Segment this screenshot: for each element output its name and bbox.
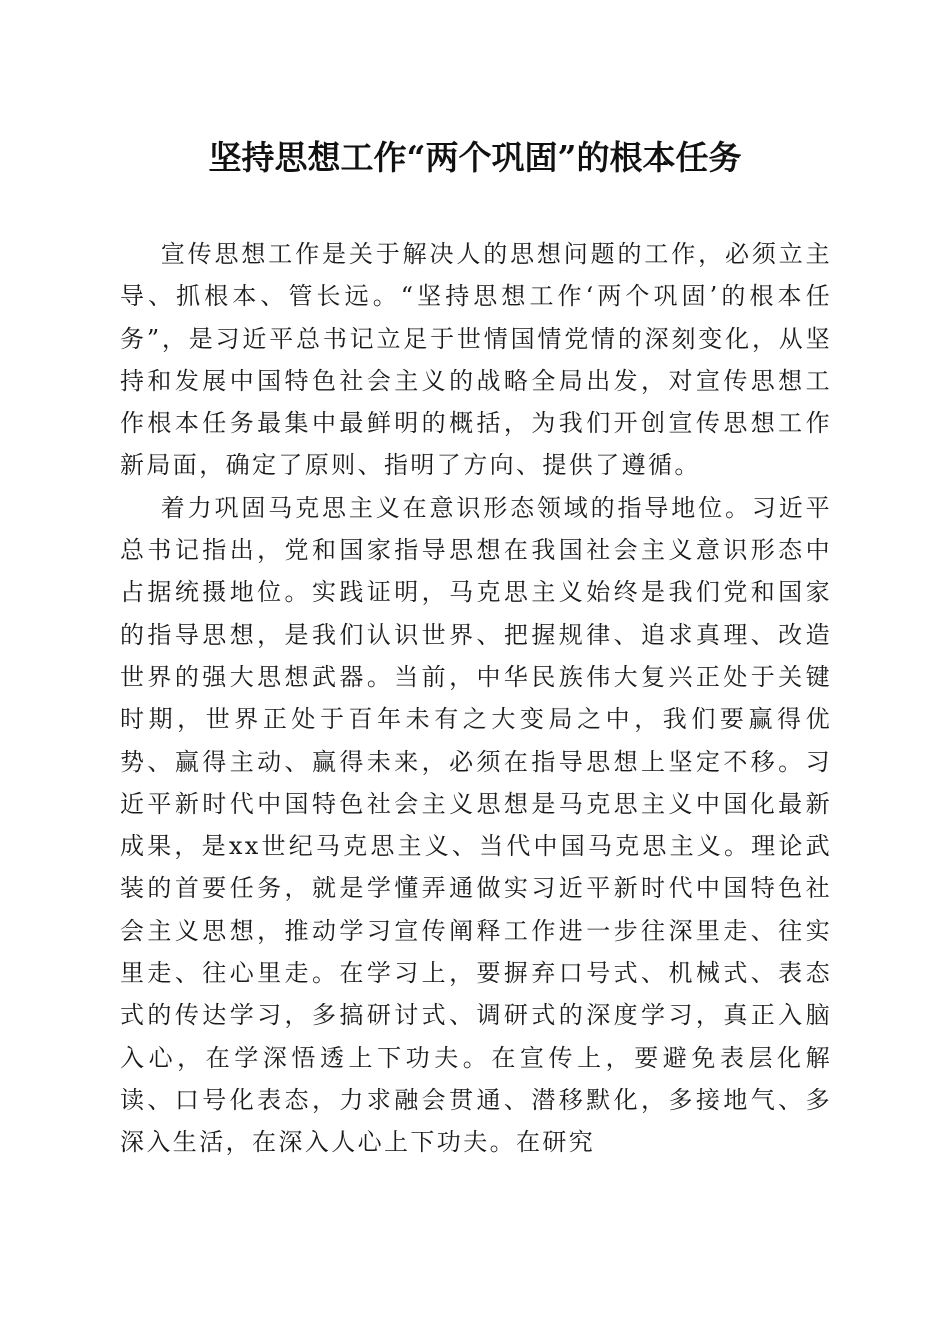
document-body [120, 233, 832, 1164]
paragraph-marxism-guidance: 着力巩固马克思主义在意识形态领域的指导地位。习近平总书记指出，党和国家指导思想在我国社会主义意识形态中占据统摄地位。实践证明，马克思主义始终是我们党和国家的指导思想，是我们认识世界、把握规律、追求真理、改造世界的强大思想武器。当前，中华民族伟大复兴正处于关键时期，世界正处于百年未有之大变局之中，我们要赢得优势、赢得主动、赢得未来，必须在指导思想上坚定不移。习近平新时代中国特色社会主义思想是马克思主义中国化最新成果，是xx世纪马克思主义、当代中国马克思主义。理论武装的首要任务，就是学懂弄通做实习近平新时代中国特色社会主义思想，推动学习宣传阐释工作进一步往深里走、往实里走、往心里走。在学习上，要摒弃口号式、机械式、表态式的传达学习，多搞研讨式、调研式的深度学习，真正入脑入心，在学深悟透上下功夫。在宣传上，要避免表层化解读、口号化表态，力求融会贯通、潜移默化，多接地气、多深入生活，在深入人心上下功夫。在研究 [120, 493, 832, 1157]
paragraph-intro: 宣传思想工作是关于解决人的思想问题的工作，必须立主导、抓根本、管长远。“坚持思想工作‘两个巩固’的根本任务”，是习近平总书记立足于世情国情党情的深刻变化，从坚持和发展中国特色社会主义的战略全局出发，对宣传思想工作根本任务最集中最鲜明的概括，为我们开创宣传思想工作新局面，确定了原则、指明了方向、提供了遵循。 [120, 240, 832, 480]
document-title: 坚持思想工作“两个巩固”的根本任务 [208, 138, 742, 177]
